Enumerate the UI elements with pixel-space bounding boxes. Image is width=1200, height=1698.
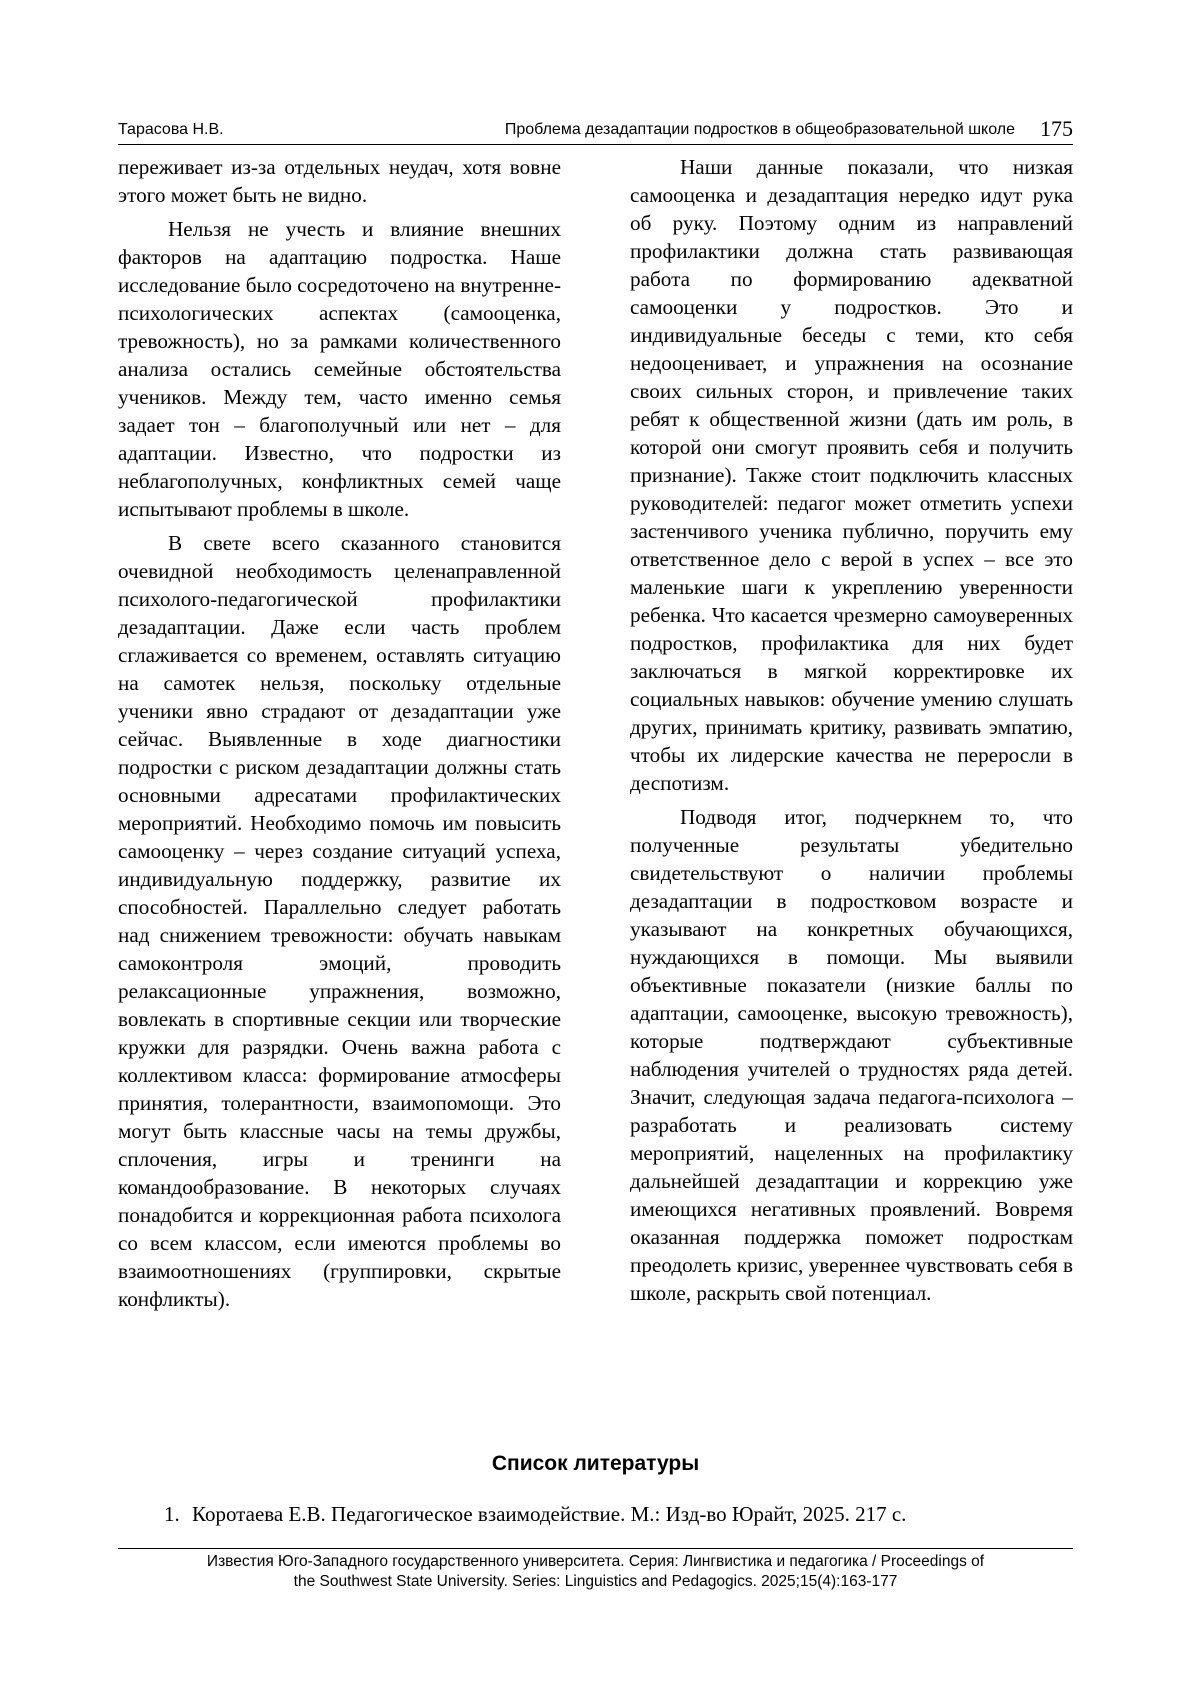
running-header <box>118 118 1073 145</box>
reference-text: Коротаева Е.В. Педагогическое взаимодействие. М.: Изд-во Юрайт, 2025. 217 с. <box>192 1502 907 1526</box>
journal-footer <box>118 1552 1073 1592</box>
page-number: 175 <box>1040 116 1073 141</box>
paragraph: Подводя итог, подчеркнем то, что полученные результаты убедительно свидетельствуют о наличии проблемы дезадаптации в подростковом возрасте и указывают на конкретных обучающихся, нуждающихся в помощи. Мы выявили объективные показатели (низкие баллы по адаптации, самооценке, высокую тревожность), которые подтверждают субъективные наблюдения учителей о трудностях ряда детей. Значит, следующая задача педагога-психолога – разработать и реализовать систему мероприятий, нацеленных на профилактику дальнейшей дезадаптации и коррекцию уже имеющихся негативных проявлений. Вовремя оказанная поддержка поможет подросткам преодолеть кризис, увереннее чувствовать себя в школе, раскрыть свой потенциал. <box>630 805 1073 1305</box>
paragraph: В свете всего сказанного становится очевидной необходимость целенаправленной психолого-педагогической профилактики дезадаптации. Даже если часть проблем сглаживается со временем, оставлять ситуацию на самотек нельзя, поскольку отдельные ученики явно страдают от дезадаптации уже сейчас. Выявленные в ходе диагностики подростки с риском дезадаптации должны стать основными адресатами профилактических мероприятий. Необходимо помочь им повысить самооценку – через создание ситуаций успеха, индивидуальную поддержку, развитие их способностей. Параллельно следует работать над снижением тревожности: обучать навыкам самоконтроля эмоций, проводить релаксационные упражнения, возможно, вовлекать в спортивные секции или творческие кружки для разрядки. Очень важна работа с коллективом класса: формирование атмосферы принятия, толерантности, взаимопомощи. Это могут быть классные часы на темы дружбы, сплочения, игры и тренинги на командообразование. В некоторых случаях понадобится и коррекционная работа психолога со всем классом, если имеются проблемы во взаимоотношениях (группировки, скрытые конфликты). <box>118 531 561 1311</box>
reference-item <box>164 1500 1064 1528</box>
header-article-title: Проблема дезадаптации подростков в общеобразовательной школе <box>504 121 1015 138</box>
references-title: Список литературы <box>491 1452 700 1475</box>
references-list <box>164 1500 1064 1528</box>
reference-number: 1. <box>164 1502 180 1526</box>
paragraph: Нельзя не учесть и влияние внешних факторов на адаптацию подростка. Наше исследование было сосредоточено на внутренне-психологических аспектах (самооценка, тревожность), но за рамками количественного анализа остались семейные обстоятельства учеников. Между тем, часто именно семья задает тон – благополучный или нет – для адаптации. Известно, что подростки из неблагополучных, конфликтных семей чаще испытывают проблемы в школе. <box>118 217 561 521</box>
paragraph: Наши данные показали, что низкая самооценка и дезадаптация нередко идут рука об руку. Поэтому одним из направлений профилактики должна стать развивающая работа по формированию адекватной самооценки у подростков. Это и индивидуальные беседы с теми, кто себя недооценивает, и упражнения на осознание своих сильных сторон, и привлечение таких ребят к общественной жизни (дать им роль, в которой они смогут проявить себя и получить признание). Также стоит подключить классных руководителей: педагог может отметить успехи застенчивого ученика публично, поручить ему ответственное дело с верой в успех – все это маленькие шаги к укреплению уверенности ребенка. Что касается чрезмерно самоуверенных подростков, профилактика для них будет заключаться в мягкой корректировке их социальных навыков: обучение умению слушать других, принимать критику, развивать эмпатию, чтобы их лидерские качества не переросли в деспотизм. <box>630 155 1073 795</box>
left-column <box>118 153 561 1313</box>
paragraph: переживает из-за отдельных неудач, хотя вовне этого может быть не видно. <box>118 155 561 207</box>
right-column <box>630 153 1073 1307</box>
header-author: Тарасова Н.В. <box>118 121 224 138</box>
footer-line: Известия Юго-Западного государственного университета. Серия: Лингвистика и педагогика / Proceedings of <box>206 1553 985 1570</box>
footer-divider <box>118 1548 1073 1549</box>
footer-line: the Southwest State University. Series: Linguistics and Pedagogics. 2025;15(4):163-177 <box>293 1573 898 1590</box>
